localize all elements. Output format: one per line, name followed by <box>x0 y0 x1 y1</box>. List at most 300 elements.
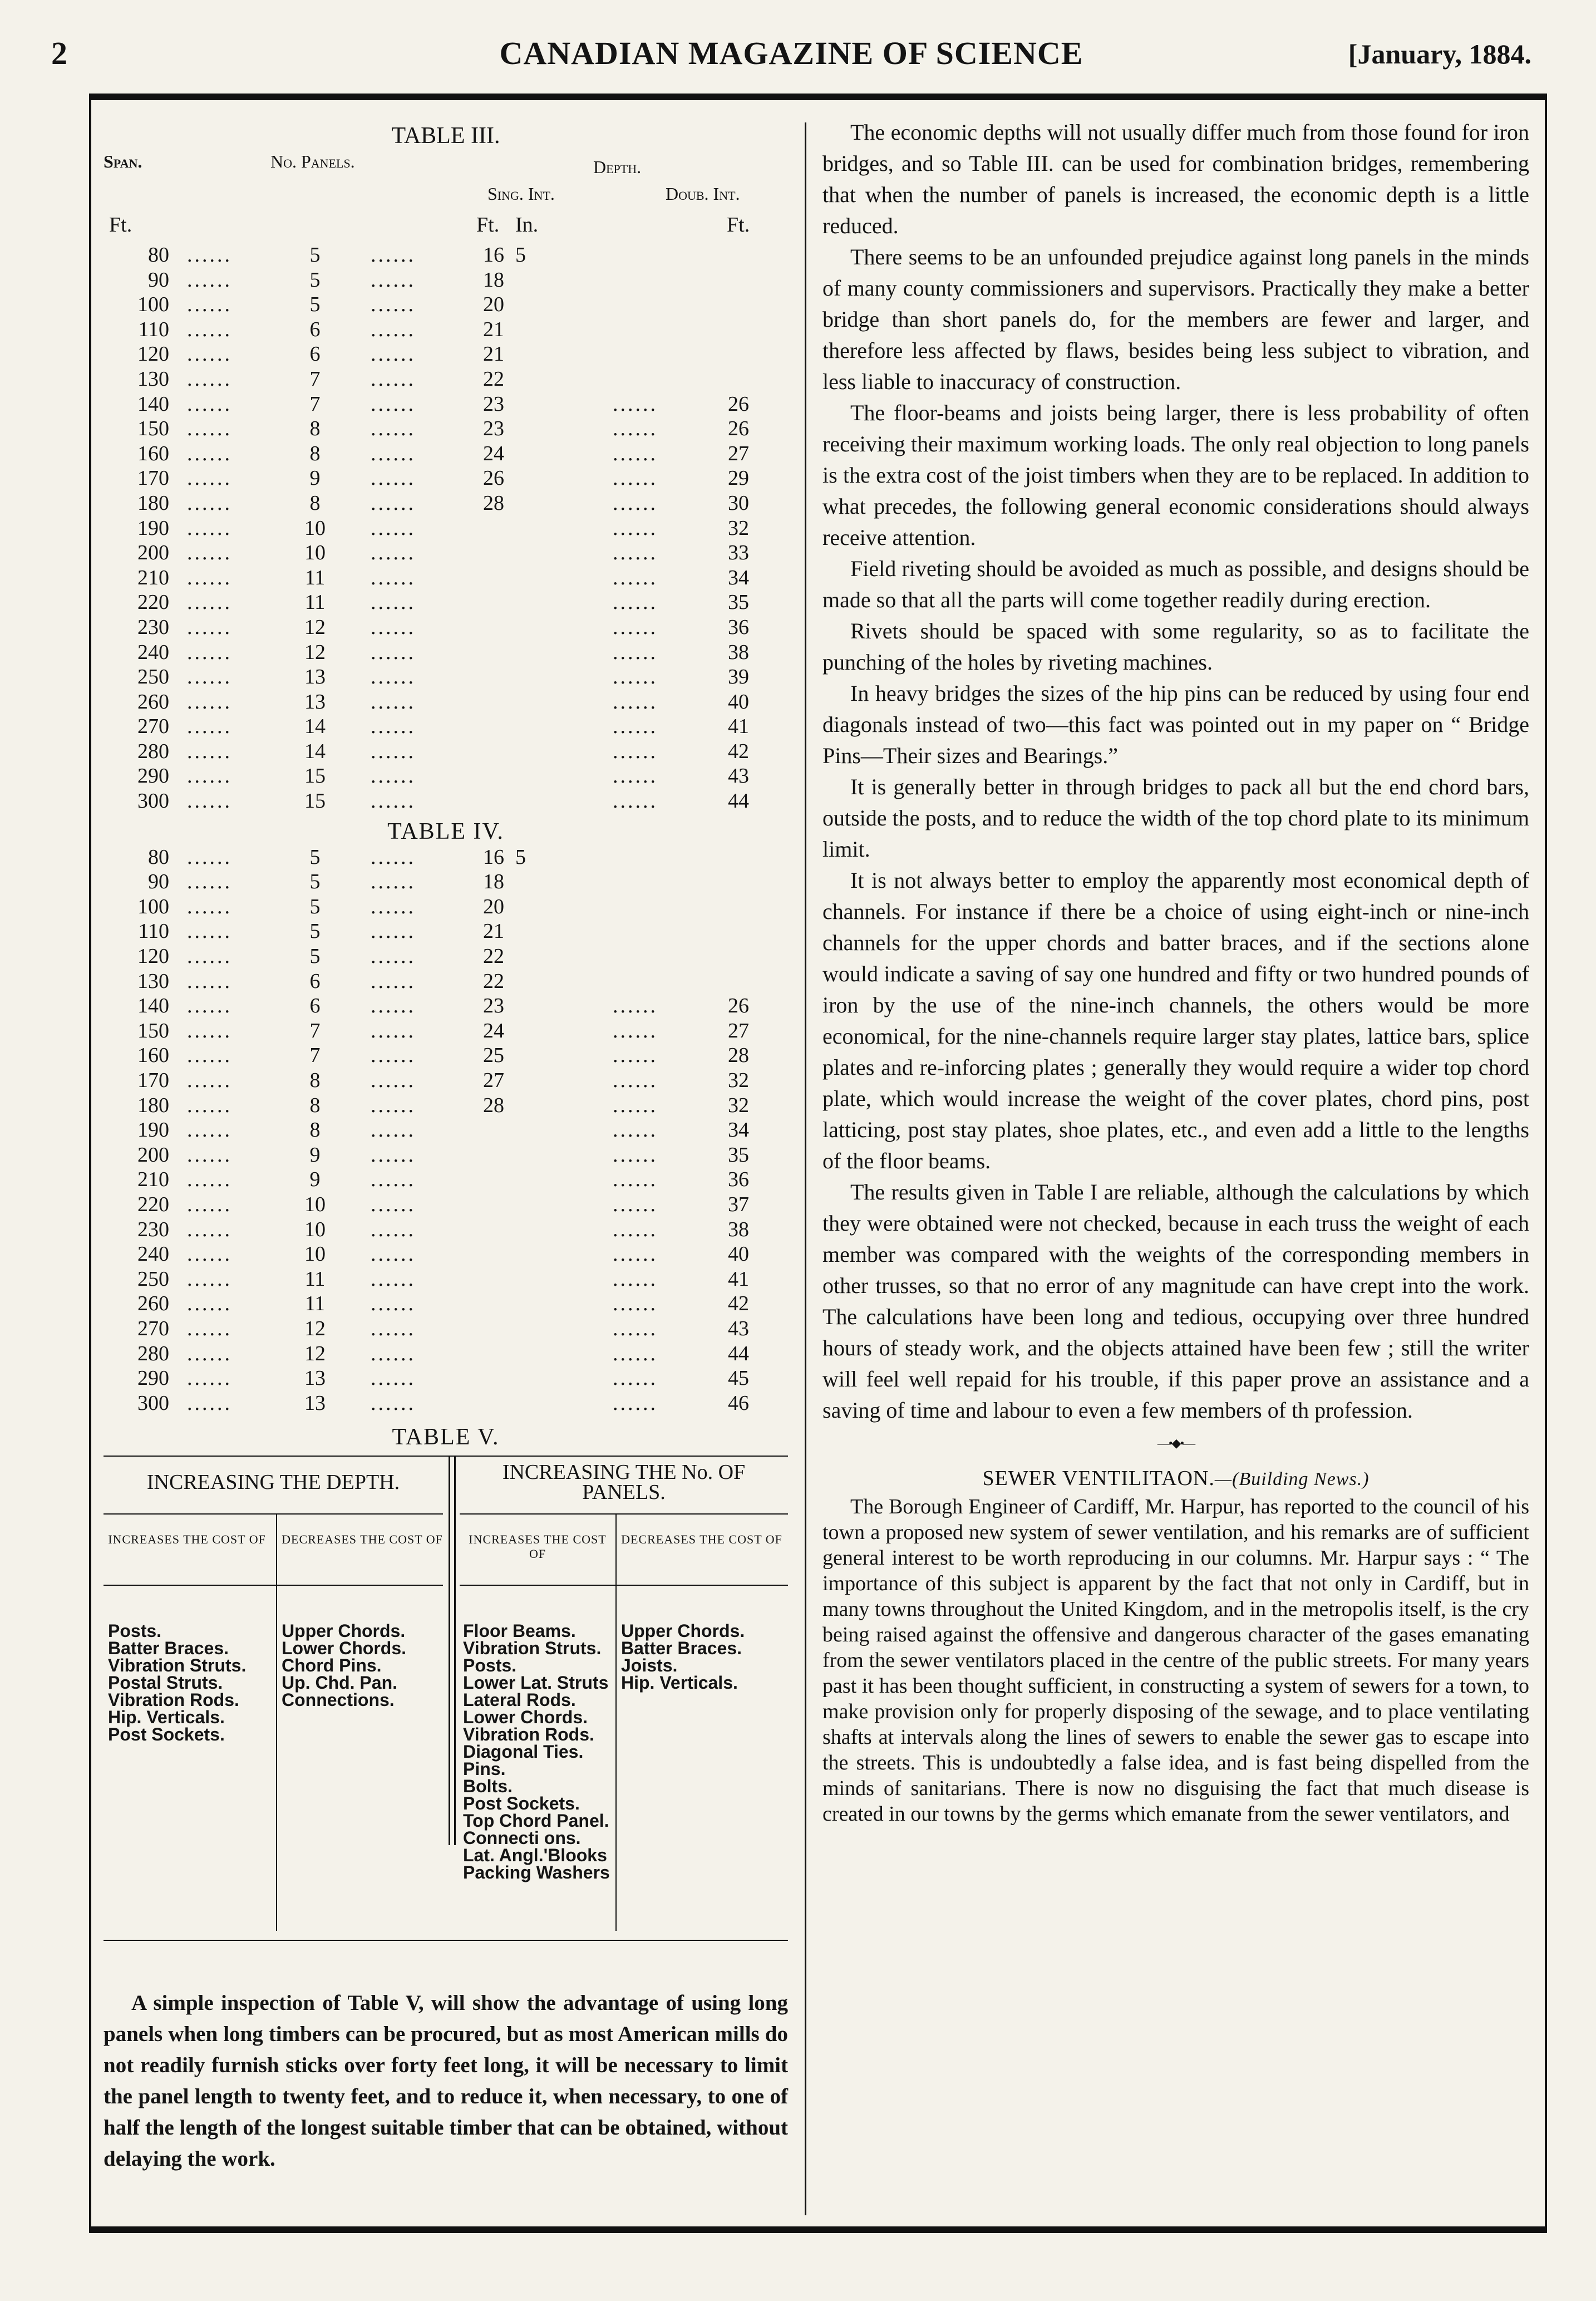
panels-value: 11 <box>304 1292 326 1316</box>
sing-depth-ft: 16 <box>483 243 504 267</box>
leader-dots: ...... <box>613 1267 658 1291</box>
span-value: 120 <box>137 945 169 968</box>
list-item: Batter Braces. <box>108 1638 229 1659</box>
leader-dots: ...... <box>187 1217 232 1241</box>
unit-doub: Ft. <box>727 213 750 237</box>
span-value: 150 <box>137 417 169 441</box>
leader-dots: ...... <box>371 1217 416 1241</box>
leader-dots: ...... <box>613 739 658 763</box>
leader-dots: ...... <box>187 1168 232 1192</box>
leader-dots: ...... <box>371 566 416 589</box>
leader-dots: ...... <box>613 441 658 465</box>
table5-group-divider <box>449 1456 450 1845</box>
doub-depth-ft: 33 <box>728 541 749 565</box>
leader-dots: ...... <box>371 1242 416 1266</box>
span-value: 150 <box>137 1019 169 1043</box>
leader-dots: ...... <box>187 894 232 918</box>
sing-depth-in: 5 <box>515 845 526 869</box>
panels-decreases-list <box>621 1622 745 1692</box>
list-item: Lower Lat. Struts <box>463 1673 609 1693</box>
sing-depth-ft: 28 <box>483 1093 504 1117</box>
leader-dots: ...... <box>613 591 658 614</box>
doub-depth-ft: 41 <box>728 715 749 739</box>
table-row <box>104 1217 788 1242</box>
panels-value: 10 <box>304 1242 326 1266</box>
leader-dots: ...... <box>371 894 416 918</box>
sing-depth-ft: 23 <box>483 994 504 1018</box>
right-paragraph: The results given in Table I are reliable, although the calculations by which they were obtained were not checked, because in each truss the weight of each member was compared with the weights of the corresponding members in other trusses, so that no error of any magnitude can have crept into the work. The calculations have been long and tedious, occupying over three hundred hours of steady work, and the objects attained have been few ; still the writer will feel well repaid for his trouble, if this paper prove an assistance and a saving of time and labour to even a few members of th profession. <box>822 1179 1529 1423</box>
doub-depth-ft: 36 <box>728 615 749 639</box>
span-value: 260 <box>137 1292 169 1316</box>
leader-dots: ...... <box>187 739 232 763</box>
span-value: 220 <box>137 591 169 614</box>
panels-value: 11 <box>304 566 326 589</box>
panels-value: 5 <box>309 945 321 968</box>
col-span-header: Span. <box>104 151 142 171</box>
panels-value: 8 <box>309 491 321 515</box>
table-row <box>104 243 788 268</box>
table-row <box>104 764 788 789</box>
table-row <box>104 690 788 715</box>
span-value: 200 <box>137 1143 169 1167</box>
panels-value: 6 <box>309 994 321 1018</box>
span-value: 190 <box>137 516 169 540</box>
span-value: 230 <box>137 615 169 639</box>
right-paragraphs <box>822 117 1529 1426</box>
sub-increases-panels: INCREASES THE COST OF <box>469 1532 607 1561</box>
table-row <box>104 845 788 870</box>
span-value: 110 <box>138 317 169 341</box>
panels-value: 13 <box>304 665 326 689</box>
sing-depth-ft: 27 <box>483 1069 504 1092</box>
table-row <box>104 1316 788 1341</box>
span-value: 210 <box>137 1168 169 1192</box>
span-value: 80 <box>148 243 169 267</box>
list-item: Diagonal Ties. <box>463 1742 584 1762</box>
panels-value: 13 <box>304 1391 326 1415</box>
list-item: Lower Chords. <box>463 1707 588 1728</box>
span-value: 200 <box>137 541 169 565</box>
panels-value: 15 <box>304 764 326 788</box>
panels-value: 9 <box>309 1168 321 1192</box>
leader-dots: ...... <box>371 491 416 515</box>
leader-dots: ...... <box>187 1242 232 1266</box>
sub-increases-depth: INCREASES THE COST OF <box>108 1532 266 1547</box>
sing-depth-ft: 24 <box>483 441 504 465</box>
list-item: Lat. Angl.'Blooks <box>463 1845 607 1866</box>
section-ornament: —•◆•— <box>1157 1436 1195 1450</box>
leader-dots: ...... <box>187 317 232 341</box>
leader-dots: ...... <box>613 715 658 739</box>
unit-span: Ft. <box>109 213 132 237</box>
table-row <box>104 714 788 739</box>
leader-dots: ...... <box>613 516 658 540</box>
unit-sing-ft: Ft. <box>476 213 500 237</box>
panels-value: 6 <box>309 342 321 366</box>
table-row <box>104 869 788 894</box>
panels-value: 5 <box>309 293 321 317</box>
leader-dots: ...... <box>187 1267 232 1291</box>
page-header <box>51 35 1531 79</box>
sing-depth-ft: 26 <box>483 466 504 490</box>
list-item: Floor Beams. <box>463 1621 576 1641</box>
doub-depth-ft: 43 <box>728 764 749 788</box>
leader-dots: ...... <box>187 615 232 639</box>
right-border <box>1545 100 1547 2226</box>
doub-depth-ft: 40 <box>728 1242 749 1266</box>
list-item: Top Chord Panel. <box>463 1811 609 1831</box>
right-paragraph: There seems to be an unfounded prejudice against long panels in the minds of many county commissioners and supervisors. Practically they make a better bridge than short panels do, for the members are fewer and larger, and therefore less affected by flaws, besides being less subject to vibration, and less liable to inaccuracy of construction. <box>822 244 1529 394</box>
leader-dots: ...... <box>613 789 658 813</box>
top-rule <box>89 94 1547 100</box>
leader-dots: ...... <box>187 1341 232 1365</box>
list-item: Chord Pins. <box>282 1655 382 1676</box>
panels-value: 5 <box>309 243 321 267</box>
leader-dots: ...... <box>187 441 232 465</box>
list-item: Bolts. <box>463 1776 513 1797</box>
span-value: 170 <box>137 1069 169 1092</box>
leader-dots: ...... <box>187 268 232 292</box>
leader-dots: ...... <box>371 466 416 490</box>
panels-value: 7 <box>309 367 321 391</box>
sing-depth-ft: 20 <box>483 894 504 918</box>
doub-depth-ft: 45 <box>728 1366 749 1390</box>
span-value: 240 <box>137 1242 169 1266</box>
right-paragraph: In heavy bridges the sizes of the hip pins can be reduced by using four end diagonals instead of two—this fact was pointed out in my paper on “ Bridge Pins—Their sizes and Bearings.” <box>822 681 1529 768</box>
leader-dots: ...... <box>371 367 416 391</box>
leader-dots: ...... <box>613 1093 658 1117</box>
leader-dots: ...... <box>371 1316 416 1340</box>
table5-sub-divider-2 <box>615 1513 617 1931</box>
panels-value: 13 <box>304 690 326 714</box>
list-item: Joists. <box>621 1655 678 1676</box>
doub-depth-ft: 37 <box>728 1192 749 1216</box>
sing-depth-ft: 28 <box>483 491 504 515</box>
leader-dots: ...... <box>371 665 416 689</box>
panels-value: 14 <box>304 739 326 763</box>
sing-depth-ft: 23 <box>483 392 504 416</box>
table-row <box>104 441 788 466</box>
leader-dots: ...... <box>187 994 232 1018</box>
panels-value: 8 <box>309 1069 321 1092</box>
leader-dots: ...... <box>613 615 658 639</box>
table-row <box>104 1291 788 1316</box>
leader-dots: ...... <box>613 1019 658 1043</box>
leader-dots: ...... <box>187 516 232 540</box>
right-paragraph: The floor-beams and joists being larger, there is less probability of often receiving their maximum working loads. The only real objection to long panels is the extra cost of the joist timbers when they are to be replaced. In addition to what precedes, the following general economic considerations should always receive attention. <box>822 400 1529 550</box>
list-item: Connections. <box>282 1690 395 1710</box>
sub-decreases-panels: DECREASES THE COST OF <box>621 1532 782 1547</box>
right-paragraph: It is not always better to employ the apparently most economical depth of channels. For instance if there be a choice of using eight-inch or nine-inch channels for the upper chords and batter braces, and if the sections alone would indicate a saving of say one hundred and fifty or two hundred pounds of iron by the use of the nine-inch channels, the others would be more economical, for the nine-channels require larger stay plates, lattice bars, splice plates and re-inforcing plates ; generally they would require a wider top chord plate, which would increase the weight of the cover plates, chord pins, post latticing, post stay plates, shoe plates, etc., and even add a little to the lengths of the floor beams. <box>822 868 1529 1173</box>
leader-dots: ...... <box>187 1019 232 1043</box>
table-row <box>104 416 788 441</box>
panels-value: 7 <box>309 392 321 416</box>
list-item: Lateral Rods. <box>463 1690 576 1710</box>
page-number: 2 <box>51 35 67 71</box>
leader-dots: ...... <box>371 640 416 664</box>
right-paragraph: The economic depths will not usually differ much from those found for iron bridges, and so Table III. can be used for combination bridges, remembering that when the number of panels is increased, the economic depth is a little reduced. <box>822 120 1529 238</box>
sub-decreases-depth: DECREASES THE COST OF <box>282 1532 443 1547</box>
leader-dots: ...... <box>371 268 416 292</box>
span-value: 220 <box>137 1192 169 1216</box>
doub-depth-ft: 35 <box>728 591 749 614</box>
span-value: 80 <box>148 845 169 869</box>
table-row <box>104 1019 788 1044</box>
right-paragraph: Field riveting should be avoided as much as possible, and designs should be made so that all the parts will come together readily during erection. <box>822 556 1529 612</box>
panels-value: 6 <box>309 969 321 993</box>
leader-dots: ...... <box>613 566 658 589</box>
panels-value: 12 <box>304 640 326 664</box>
span-value: 100 <box>137 894 169 918</box>
span-value: 260 <box>137 690 169 714</box>
leader-dots: ...... <box>613 665 658 689</box>
span-value: 90 <box>148 268 169 292</box>
sing-depth-ft: 16 <box>483 845 504 869</box>
panels-value: 13 <box>304 1366 326 1390</box>
list-item: Packing Washers <box>463 1862 610 1883</box>
table5 <box>104 1456 788 2007</box>
doub-depth-ft: 42 <box>728 739 749 763</box>
span-value: 100 <box>137 293 169 317</box>
panels-value: 5 <box>309 268 321 292</box>
unit-sing-in: In. <box>515 213 539 237</box>
span-value: 190 <box>137 1118 169 1142</box>
span-value: 140 <box>137 392 169 416</box>
sing-depth-ft: 21 <box>483 317 504 341</box>
leader-dots: ...... <box>613 392 658 416</box>
leader-dots: ...... <box>187 1093 232 1117</box>
leader-dots: ...... <box>187 665 232 689</box>
table5-sub-divider-1 <box>276 1513 277 1931</box>
left-paragraph: A simple inspection of Table V, will show the advantage of using long panels when long timbers can be procured, but as most American mills do not readily furnish sticks over forty feet long, it will be necessary to limit the panel length to twenty feet, and to reduce it, when necessary, to one of half the length of the longest suitable timber that can be obtained, without delaying the work. <box>104 1991 788 2171</box>
span-value: 270 <box>137 1316 169 1340</box>
table-row <box>104 292 788 317</box>
leader-dots: ...... <box>187 1366 232 1390</box>
right-paragraph: It is generally better in through bridges to pack all but the end chord bars, outside the posts, and to reduce the width of the top chord plate to its minimum limit. <box>822 774 1529 862</box>
leader-dots: ...... <box>371 1069 416 1092</box>
leader-dots: ...... <box>371 1093 416 1117</box>
table-row <box>104 342 788 367</box>
doub-depth-ft: 30 <box>728 491 749 515</box>
col-panels-header: No. Panels. <box>270 151 355 171</box>
table-row <box>104 615 788 640</box>
span-value: 180 <box>137 491 169 515</box>
list-item: Connecti ons. <box>463 1828 581 1848</box>
table-row <box>104 1043 788 1068</box>
doub-depth-ft: 26 <box>728 994 749 1018</box>
leader-dots: ...... <box>371 690 416 714</box>
leader-dots: ...... <box>371 591 416 614</box>
leader-dots: ...... <box>371 243 416 267</box>
leader-dots: ...... <box>371 715 416 739</box>
sing-depth-ft: 20 <box>483 293 504 317</box>
span-value: 290 <box>137 1366 169 1390</box>
sing-depth-ft: 25 <box>483 1044 504 1068</box>
panels-value: 10 <box>304 1192 326 1216</box>
leader-dots: ...... <box>613 1242 658 1266</box>
leader-dots: ...... <box>187 1316 232 1340</box>
leader-dots: ...... <box>187 969 232 993</box>
table-row <box>104 1068 788 1093</box>
leader-dots: ...... <box>187 367 232 391</box>
sing-depth-ft: 21 <box>483 920 504 943</box>
leader-dots: ...... <box>187 870 232 894</box>
leader-dots: ...... <box>613 764 658 788</box>
depth-decreases-list <box>282 1622 406 1709</box>
doub-depth-ft: 29 <box>728 466 749 490</box>
leader-dots: ...... <box>187 1192 232 1216</box>
table-row <box>104 1118 788 1143</box>
leader-dots: ...... <box>187 591 232 614</box>
right-paragraph: Rivets should be spaced with some regularity, so as to facilitate the punching of the holes by riveting machines. <box>822 618 1529 675</box>
leader-dots: ...... <box>371 1168 416 1192</box>
panels-value: 12 <box>304 615 326 639</box>
leader-dots: ...... <box>613 640 658 664</box>
panels-value: 10 <box>304 1217 326 1241</box>
doub-depth-ft: 35 <box>728 1143 749 1167</box>
sing-depth-ft: 18 <box>483 870 504 894</box>
leader-dots: ...... <box>187 845 232 869</box>
doub-depth-ft: 27 <box>728 1019 749 1043</box>
panels-value: 12 <box>304 1316 326 1340</box>
leader-dots: ...... <box>371 1366 416 1390</box>
table-row <box>104 1167 788 1192</box>
leader-dots: ...... <box>613 1391 658 1415</box>
table-row <box>104 317 788 342</box>
leader-dots: ...... <box>371 739 416 763</box>
table-row <box>104 590 788 615</box>
table5-group-divider-2 <box>454 1456 456 1845</box>
leader-dots: ...... <box>371 293 416 317</box>
sing-depth-ft: 23 <box>483 417 504 441</box>
list-item: Posts. <box>108 1621 162 1641</box>
panels-value: 9 <box>309 1143 321 1167</box>
panels-value: 10 <box>304 516 326 540</box>
span-value: 130 <box>137 367 169 391</box>
leader-dots: ...... <box>371 1019 416 1043</box>
leader-dots: ...... <box>187 541 232 565</box>
leader-dots: ...... <box>371 920 416 943</box>
span-value: 140 <box>137 994 169 1018</box>
leader-dots: ...... <box>613 1366 658 1390</box>
table-row <box>104 944 788 969</box>
doub-depth-ft: 34 <box>728 1118 749 1142</box>
leader-dots: ...... <box>187 1292 232 1316</box>
doub-depth-ft: 34 <box>728 566 749 589</box>
table-row <box>104 640 788 665</box>
span-value: 300 <box>137 789 169 813</box>
panels-value: 8 <box>309 441 321 465</box>
leader-dots: ...... <box>187 1069 232 1092</box>
span-value: 110 <box>138 920 169 943</box>
panels-value: 5 <box>309 845 321 869</box>
doub-depth-ft: 42 <box>728 1292 749 1316</box>
list-item: Post Sockets. <box>463 1793 580 1814</box>
list-item: Post Sockets. <box>108 1724 225 1745</box>
panels-value: 8 <box>309 1093 321 1117</box>
doub-depth-ft: 28 <box>728 1044 749 1068</box>
table-row <box>104 1341 788 1366</box>
leader-dots: ...... <box>371 1391 416 1415</box>
table-row <box>104 491 788 516</box>
leader-dots: ...... <box>613 1168 658 1192</box>
table3-header <box>104 117 788 256</box>
table-row <box>104 392 788 417</box>
doub-depth-ft: 27 <box>728 441 749 465</box>
leader-dots: ...... <box>371 417 416 441</box>
leader-dots: ...... <box>371 845 416 869</box>
leader-dots: ...... <box>371 1267 416 1291</box>
leader-dots: ...... <box>187 243 232 267</box>
leader-dots: ...... <box>371 1044 416 1068</box>
sing-depth-ft: 22 <box>483 969 504 993</box>
leader-dots: ...... <box>613 1316 658 1340</box>
leader-dots: ...... <box>187 640 232 664</box>
leader-dots: ...... <box>187 920 232 943</box>
leader-dots: ...... <box>371 764 416 788</box>
table-row <box>104 789 788 814</box>
leader-dots: ...... <box>371 969 416 993</box>
table-row <box>104 894 788 920</box>
span-value: 230 <box>137 1217 169 1241</box>
left-border <box>89 100 91 2226</box>
leader-dots: ...... <box>187 1391 232 1415</box>
depth-increases-list <box>108 1622 246 1743</box>
table-row <box>104 1093 788 1118</box>
list-item: Vibration Rods. <box>463 1724 594 1745</box>
leader-dots: ...... <box>371 1341 416 1365</box>
doub-depth-ft: 46 <box>728 1391 749 1415</box>
doub-depth-ft: 32 <box>728 1093 749 1117</box>
span-value: 250 <box>137 1267 169 1291</box>
leader-dots: ...... <box>371 615 416 639</box>
doub-depth-ft: 32 <box>728 1069 749 1092</box>
leader-dots: ...... <box>371 870 416 894</box>
table-row <box>104 739 788 764</box>
sing-depth-ft: 24 <box>483 1019 504 1043</box>
leader-dots: ...... <box>187 789 232 813</box>
table-row <box>104 566 788 591</box>
table3-body <box>104 243 788 814</box>
list-item: Lower Chords. <box>282 1638 407 1659</box>
list-item: Upper Chords. <box>282 1621 406 1641</box>
col-depth-header: Depth. <box>593 157 642 177</box>
sewer-article-title <box>822 1466 1529 1491</box>
leader-dots: ...... <box>371 441 416 465</box>
table-row <box>104 268 788 293</box>
span-value: 120 <box>137 342 169 366</box>
leader-dots: ...... <box>371 1143 416 1167</box>
sewer-source: —(Building News.) <box>1214 1469 1370 1489</box>
issue-date: [January, 1884. <box>1348 38 1531 70</box>
doub-depth-ft: 32 <box>728 516 749 540</box>
panels-value: 9 <box>309 466 321 490</box>
list-item: Upper Chords. <box>621 1621 745 1641</box>
doub-depth-ft: 44 <box>728 789 749 813</box>
leader-dots: ...... <box>187 417 232 441</box>
panels-value: 11 <box>304 1267 326 1291</box>
leader-dots: ...... <box>371 516 416 540</box>
panels-increases-list <box>463 1622 610 1881</box>
leader-dots: ...... <box>371 1118 416 1142</box>
table5-caption: TABLE V. <box>392 1424 500 1451</box>
table-row <box>104 466 788 491</box>
left-column <box>104 117 788 2221</box>
list-item: Up. Chd. Pan. <box>282 1673 397 1693</box>
table-row <box>104 1143 788 1168</box>
doub-depth-ft: 44 <box>728 1341 749 1365</box>
panels-value: 11 <box>304 591 326 614</box>
